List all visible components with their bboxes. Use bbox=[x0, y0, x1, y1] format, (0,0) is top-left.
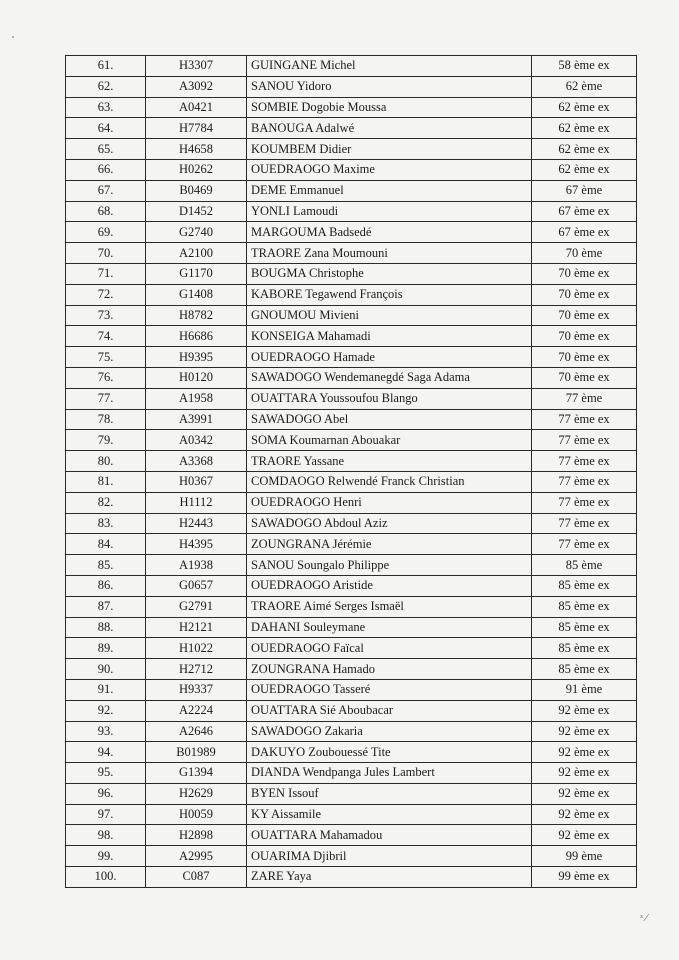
table-row bbox=[66, 555, 637, 576]
table-row bbox=[66, 430, 637, 451]
table-row bbox=[66, 367, 637, 388]
rank-cell: 92 ème ex bbox=[532, 700, 637, 721]
table-row bbox=[66, 596, 637, 617]
rank-cell: 92 ème ex bbox=[532, 763, 637, 784]
candidate-name-cell: KONSEIGA Mahamadi bbox=[247, 326, 532, 347]
candidate-name-cell: OUARIMA Djibril bbox=[247, 846, 532, 867]
rank-cell: 70 ème ex bbox=[532, 263, 637, 284]
row-number-cell: 63. bbox=[66, 97, 146, 118]
row-number-cell: 80. bbox=[66, 451, 146, 472]
candidate-code-cell: H2712 bbox=[146, 659, 247, 680]
candidate-name-cell: MARGOUMA Badsedé bbox=[247, 222, 532, 243]
row-number-cell: 97. bbox=[66, 804, 146, 825]
candidate-name-cell: ZOUNGRANA Jérémie bbox=[247, 534, 532, 555]
candidate-name-cell: KABORE Tegawend François bbox=[247, 284, 532, 305]
candidate-name-cell: GUINGANE Michel bbox=[247, 56, 532, 77]
rank-cell: 85 ème ex bbox=[532, 596, 637, 617]
rank-cell: 92 ème ex bbox=[532, 742, 637, 763]
rank-cell: 77 ème ex bbox=[532, 513, 637, 534]
table-row bbox=[66, 180, 637, 201]
candidate-code-cell: H2121 bbox=[146, 617, 247, 638]
candidate-name-cell: SANOU Yidoro bbox=[247, 76, 532, 97]
table-row bbox=[66, 783, 637, 804]
rank-cell: 91 ème bbox=[532, 679, 637, 700]
table-row bbox=[66, 118, 637, 139]
rank-cell: 85 ème bbox=[532, 555, 637, 576]
candidate-code-cell: H4395 bbox=[146, 534, 247, 555]
candidate-name-cell: KY Aissamile bbox=[247, 804, 532, 825]
candidate-name-cell: SAWADOGO Abdoul Aziz bbox=[247, 513, 532, 534]
candidate-code-cell: A3991 bbox=[146, 409, 247, 430]
row-number-cell: 90. bbox=[66, 659, 146, 680]
table-row bbox=[66, 763, 637, 784]
rank-cell: 85 ème ex bbox=[532, 659, 637, 680]
candidate-name-cell: DEME Emmanuel bbox=[247, 180, 532, 201]
row-number-cell: 92. bbox=[66, 700, 146, 721]
candidate-code-cell: H9337 bbox=[146, 679, 247, 700]
candidate-name-cell: OUEDRAOGO Tasseré bbox=[247, 679, 532, 700]
table-row bbox=[66, 201, 637, 222]
paper-speck bbox=[12, 36, 14, 38]
candidate-code-cell: G2740 bbox=[146, 222, 247, 243]
rank-cell: 85 ème ex bbox=[532, 638, 637, 659]
candidate-code-cell: A0421 bbox=[146, 97, 247, 118]
row-number-cell: 94. bbox=[66, 742, 146, 763]
table-row bbox=[66, 700, 637, 721]
table-row bbox=[66, 617, 637, 638]
row-number-cell: 100. bbox=[66, 867, 146, 888]
candidate-code-cell: B0469 bbox=[146, 180, 247, 201]
candidate-name-cell: SAWADOGO Abel bbox=[247, 409, 532, 430]
table-row bbox=[66, 659, 637, 680]
rank-cell: 77 ème ex bbox=[532, 471, 637, 492]
candidate-code-cell: H0059 bbox=[146, 804, 247, 825]
candidate-name-cell: BOUGMA Christophe bbox=[247, 263, 532, 284]
rank-cell: 92 ème ex bbox=[532, 783, 637, 804]
row-number-cell: 71. bbox=[66, 263, 146, 284]
row-number-cell: 79. bbox=[66, 430, 146, 451]
table-row bbox=[66, 804, 637, 825]
table-row bbox=[66, 638, 637, 659]
table-row bbox=[66, 825, 637, 846]
rank-cell: 99 ème bbox=[532, 846, 637, 867]
row-number-cell: 64. bbox=[66, 118, 146, 139]
row-number-cell: 85. bbox=[66, 555, 146, 576]
row-number-cell: 93. bbox=[66, 721, 146, 742]
rank-cell: 77 ème bbox=[532, 388, 637, 409]
candidate-code-cell: H8782 bbox=[146, 305, 247, 326]
table-row bbox=[66, 56, 637, 77]
rank-cell: 92 ème ex bbox=[532, 721, 637, 742]
table-row bbox=[66, 867, 637, 888]
table-row bbox=[66, 326, 637, 347]
table-row bbox=[66, 492, 637, 513]
rank-cell: 99 ème ex bbox=[532, 867, 637, 888]
candidate-code-cell: B01989 bbox=[146, 742, 247, 763]
candidate-name-cell: BYEN Issouf bbox=[247, 783, 532, 804]
row-number-cell: 74. bbox=[66, 326, 146, 347]
candidate-name-cell: SOMBIE Dogobie Moussa bbox=[247, 97, 532, 118]
candidate-name-cell: OUEDRAOGO Faïcal bbox=[247, 638, 532, 659]
rank-cell: 70 ème ex bbox=[532, 367, 637, 388]
row-number-cell: 61. bbox=[66, 56, 146, 77]
table-row bbox=[66, 409, 637, 430]
rank-cell: 70 ème bbox=[532, 243, 637, 264]
row-number-cell: 83. bbox=[66, 513, 146, 534]
table-row bbox=[66, 721, 637, 742]
candidate-name-cell: SOMA Koumarnan Abouakar bbox=[247, 430, 532, 451]
row-number-cell: 67. bbox=[66, 180, 146, 201]
candidate-name-cell: GNOUMOU Mivieni bbox=[247, 305, 532, 326]
row-number-cell: 98. bbox=[66, 825, 146, 846]
candidate-code-cell: A2995 bbox=[146, 846, 247, 867]
candidate-code-cell: A1958 bbox=[146, 388, 247, 409]
candidate-code-cell: A2224 bbox=[146, 700, 247, 721]
candidate-code-cell: A2100 bbox=[146, 243, 247, 264]
candidate-name-cell: TRAORE Aimé Serges Ismaël bbox=[247, 596, 532, 617]
candidate-code-cell: H4658 bbox=[146, 139, 247, 160]
table-row bbox=[66, 97, 637, 118]
row-number-cell: 91. bbox=[66, 679, 146, 700]
candidate-code-cell: H9395 bbox=[146, 347, 247, 368]
rank-cell: 67 ème bbox=[532, 180, 637, 201]
candidate-name-cell: TRAORE Zana Moumouni bbox=[247, 243, 532, 264]
row-number-cell: 66. bbox=[66, 159, 146, 180]
candidate-code-cell: H1112 bbox=[146, 492, 247, 513]
candidate-name-cell: KOUMBEM Didier bbox=[247, 139, 532, 160]
rank-cell: 85 ème ex bbox=[532, 617, 637, 638]
rank-cell: 77 ème ex bbox=[532, 409, 637, 430]
table-row bbox=[66, 243, 637, 264]
rank-cell: 85 ème ex bbox=[532, 575, 637, 596]
row-number-cell: 73. bbox=[66, 305, 146, 326]
candidate-name-cell: SAWADOGO Zakaria bbox=[247, 721, 532, 742]
candidate-code-cell: G1394 bbox=[146, 763, 247, 784]
table-row bbox=[66, 513, 637, 534]
table-row bbox=[66, 534, 637, 555]
table-row bbox=[66, 305, 637, 326]
rank-cell: 92 ème ex bbox=[532, 825, 637, 846]
candidate-name-cell: OUEDRAOGO Maxime bbox=[247, 159, 532, 180]
candidate-code-cell: H0367 bbox=[146, 471, 247, 492]
candidate-code-cell: H2443 bbox=[146, 513, 247, 534]
row-number-cell: 69. bbox=[66, 222, 146, 243]
rank-cell: 58 ème ex bbox=[532, 56, 637, 77]
table-row bbox=[66, 347, 637, 368]
rank-cell: 70 ème ex bbox=[532, 284, 637, 305]
rank-cell: 77 ème ex bbox=[532, 492, 637, 513]
row-number-cell: 95. bbox=[66, 763, 146, 784]
table-row bbox=[66, 222, 637, 243]
table-row bbox=[66, 679, 637, 700]
row-number-cell: 62. bbox=[66, 76, 146, 97]
rank-cell: 62 ème ex bbox=[532, 97, 637, 118]
candidate-name-cell: DAKUYO Zoubouessé Tite bbox=[247, 742, 532, 763]
rank-cell: 70 ème ex bbox=[532, 305, 637, 326]
rank-cell: 67 ème ex bbox=[532, 222, 637, 243]
row-number-cell: 77. bbox=[66, 388, 146, 409]
candidate-code-cell: H6686 bbox=[146, 326, 247, 347]
candidate-code-cell: A3368 bbox=[146, 451, 247, 472]
rank-cell: 77 ème ex bbox=[532, 451, 637, 472]
candidate-code-cell: A0342 bbox=[146, 430, 247, 451]
results-table bbox=[65, 55, 637, 888]
table-row bbox=[66, 471, 637, 492]
candidate-name-cell: OUATTARA Sié Aboubacar bbox=[247, 700, 532, 721]
rank-cell: 77 ème ex bbox=[532, 534, 637, 555]
table-row bbox=[66, 742, 637, 763]
row-number-cell: 65. bbox=[66, 139, 146, 160]
rank-cell: 92 ème ex bbox=[532, 804, 637, 825]
table-row bbox=[66, 159, 637, 180]
candidate-code-cell: H2629 bbox=[146, 783, 247, 804]
candidate-name-cell: OUATTARA Youssoufou Blango bbox=[247, 388, 532, 409]
row-number-cell: 76. bbox=[66, 367, 146, 388]
table-row bbox=[66, 284, 637, 305]
rank-cell: 62 ème ex bbox=[532, 118, 637, 139]
candidate-code-cell: G0657 bbox=[146, 575, 247, 596]
candidate-code-cell: H7784 bbox=[146, 118, 247, 139]
row-number-cell: 82. bbox=[66, 492, 146, 513]
table-row bbox=[66, 139, 637, 160]
candidate-name-cell: DAHANI Souleymane bbox=[247, 617, 532, 638]
row-number-cell: 70. bbox=[66, 243, 146, 264]
candidate-code-cell: H0120 bbox=[146, 367, 247, 388]
row-number-cell: 87. bbox=[66, 596, 146, 617]
candidate-name-cell: YONLI Lamoudi bbox=[247, 201, 532, 222]
row-number-cell: 86. bbox=[66, 575, 146, 596]
table-row bbox=[66, 76, 637, 97]
candidate-code-cell: G1408 bbox=[146, 284, 247, 305]
row-number-cell: 89. bbox=[66, 638, 146, 659]
candidate-name-cell: ZOUNGRANA Hamado bbox=[247, 659, 532, 680]
candidate-code-cell: D1452 bbox=[146, 201, 247, 222]
row-number-cell: 75. bbox=[66, 347, 146, 368]
rank-cell: 67 ème ex bbox=[532, 201, 637, 222]
row-number-cell: 72. bbox=[66, 284, 146, 305]
row-number-cell: 68. bbox=[66, 201, 146, 222]
table-row bbox=[66, 575, 637, 596]
candidate-name-cell: ZARE Yaya bbox=[247, 867, 532, 888]
candidate-code-cell: H1022 bbox=[146, 638, 247, 659]
candidate-code-cell: A2646 bbox=[146, 721, 247, 742]
table-row bbox=[66, 846, 637, 867]
table-row bbox=[66, 388, 637, 409]
candidate-name-cell: DIANDA Wendpanga Jules Lambert bbox=[247, 763, 532, 784]
rank-cell: 62 ème bbox=[532, 76, 637, 97]
rank-cell: 70 ème ex bbox=[532, 326, 637, 347]
candidate-code-cell: A3092 bbox=[146, 76, 247, 97]
row-number-cell: 99. bbox=[66, 846, 146, 867]
handwritten-mark: ᵌ ⁄ bbox=[640, 912, 648, 924]
rank-cell: 62 ème ex bbox=[532, 159, 637, 180]
candidate-code-cell: H3307 bbox=[146, 56, 247, 77]
row-number-cell: 88. bbox=[66, 617, 146, 638]
row-number-cell: 84. bbox=[66, 534, 146, 555]
rank-cell: 62 ème ex bbox=[532, 139, 637, 160]
table-row bbox=[66, 451, 637, 472]
rank-cell: 70 ème ex bbox=[532, 347, 637, 368]
candidate-name-cell: TRAORE Yassane bbox=[247, 451, 532, 472]
candidate-name-cell: SAWADOGO Wendemanegdé Saga Adama bbox=[247, 367, 532, 388]
candidate-code-cell: G2791 bbox=[146, 596, 247, 617]
results-table-body bbox=[66, 56, 637, 888]
row-number-cell: 96. bbox=[66, 783, 146, 804]
candidate-code-cell: A1938 bbox=[146, 555, 247, 576]
candidate-name-cell: BANOUGA Adalwé bbox=[247, 118, 532, 139]
candidate-name-cell: SANOU Soungalo Philippe bbox=[247, 555, 532, 576]
candidate-name-cell: OUEDRAOGO Aristide bbox=[247, 575, 532, 596]
row-number-cell: 78. bbox=[66, 409, 146, 430]
candidate-name-cell: OUEDRAOGO Hamade bbox=[247, 347, 532, 368]
candidate-code-cell: H2898 bbox=[146, 825, 247, 846]
rank-cell: 77 ème ex bbox=[532, 430, 637, 451]
table-row bbox=[66, 263, 637, 284]
candidate-code-cell: G1170 bbox=[146, 263, 247, 284]
candidate-name-cell: OUEDRAOGO Henri bbox=[247, 492, 532, 513]
candidate-code-cell: H0262 bbox=[146, 159, 247, 180]
candidate-name-cell: COMDAOGO Relwendé Franck Christian bbox=[247, 471, 532, 492]
candidate-name-cell: OUATTARA Mahamadou bbox=[247, 825, 532, 846]
row-number-cell: 81. bbox=[66, 471, 146, 492]
candidate-code-cell: C087 bbox=[146, 867, 247, 888]
